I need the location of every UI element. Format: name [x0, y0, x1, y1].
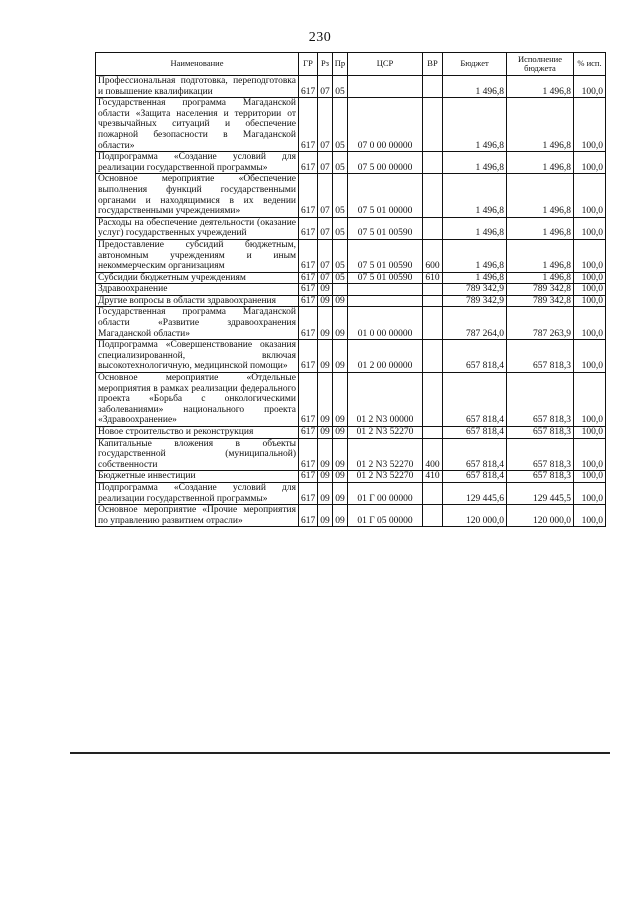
table-row [96, 505, 606, 527]
row-rz-cell: 07 [318, 152, 333, 174]
row-gr-cell: 617 [299, 505, 318, 527]
row-pr-cell: 09 [333, 482, 348, 504]
row-csr-cell: 01 2 N3 52270 [348, 471, 423, 483]
row-csr-cell: 07 5 01 00590 [348, 272, 423, 284]
row-pr-cell: 09 [333, 427, 348, 439]
header-budget: Бюджет [443, 53, 507, 76]
header-pr: Пр [333, 53, 348, 76]
row-vr-cell [423, 217, 443, 239]
row-budget-cell: 1 496,8 [443, 76, 507, 98]
row-name-cell: Капитальные вложения в объекты государственной (муниципальной) собственности [96, 438, 299, 471]
row-gr-cell: 617 [299, 152, 318, 174]
page-number: 230 [308, 30, 332, 45]
row-budget-cell: 657 818,4 [443, 373, 507, 427]
row-execution-cell: 1 496,8 [507, 239, 574, 272]
row-pr-cell: 09 [333, 340, 348, 373]
row-gr-cell: 617 [299, 76, 318, 98]
row-vr-cell [423, 505, 443, 527]
table-row [96, 272, 606, 284]
row-execution-cell: 789 342,8 [507, 284, 574, 296]
table-row [96, 340, 606, 373]
table-row [96, 438, 606, 471]
row-execution-cell: 657 818,3 [507, 471, 574, 483]
row-name-cell: Основное мероприятие «Прочие мероприятия по управлению развитием отрасли» [96, 505, 299, 527]
row-vr-cell [423, 284, 443, 296]
row-gr-cell: 617 [299, 438, 318, 471]
row-csr-cell: 07 5 01 00590 [348, 239, 423, 272]
row-percent-cell: 100,0 [574, 217, 606, 239]
row-name-cell: Бюджетные инвестиции [96, 471, 299, 483]
row-budget-cell: 789 342,9 [443, 295, 507, 307]
row-rz-cell: 09 [318, 427, 333, 439]
row-budget-cell: 657 818,4 [443, 471, 507, 483]
row-budget-cell: 1 496,8 [443, 217, 507, 239]
row-vr-cell [423, 98, 443, 152]
row-pr-cell: 05 [333, 272, 348, 284]
row-budget-cell: 1 496,8 [443, 152, 507, 174]
row-percent-cell: 100,0 [574, 174, 606, 217]
row-percent-cell: 100,0 [574, 284, 606, 296]
row-gr-cell: 617 [299, 284, 318, 296]
row-execution-cell: 789 342,8 [507, 295, 574, 307]
row-budget-cell: 1 496,8 [443, 272, 507, 284]
row-name-cell: Новое строительство и реконструкция [96, 427, 299, 439]
row-csr-cell: 01 2 00 00000 [348, 340, 423, 373]
row-execution-cell: 129 445,5 [507, 482, 574, 504]
table-body [96, 76, 606, 527]
row-budget-cell: 1 496,8 [443, 98, 507, 152]
row-name-cell: Государственная программа Магаданской области «Развитие здравоохранения Магаданской области» [96, 307, 299, 340]
row-gr-cell: 617 [299, 482, 318, 504]
row-percent-cell: 100,0 [574, 239, 606, 272]
row-execution-cell: 657 818,3 [507, 427, 574, 439]
row-vr-cell: 610 [423, 272, 443, 284]
row-csr-cell: 01 2 N3 52270 [348, 438, 423, 471]
row-execution-cell: 657 818,3 [507, 373, 574, 427]
table-row [96, 295, 606, 307]
row-name-cell: Профессиональная подготовка, переподготовка и повышение квалификации [96, 76, 299, 98]
row-pr-cell: 09 [333, 295, 348, 307]
row-gr-cell: 617 [299, 471, 318, 483]
row-name-cell: Другие вопросы в области здравоохранения [96, 295, 299, 307]
table-row [96, 482, 606, 504]
row-percent-cell: 100,0 [574, 505, 606, 527]
header-rz: Рз [318, 53, 333, 76]
row-vr-cell [423, 307, 443, 340]
row-percent-cell: 100,0 [574, 427, 606, 439]
row-percent-cell: 100,0 [574, 340, 606, 373]
row-name-cell: Подпрограмма «Создание условий для реализации государственной программы» [96, 152, 299, 174]
row-csr-cell: 07 0 00 00000 [348, 98, 423, 152]
row-budget-cell: 120 000,0 [443, 505, 507, 527]
row-pr-cell: 05 [333, 174, 348, 217]
table-row [96, 471, 606, 483]
table-row [96, 174, 606, 217]
row-execution-cell: 1 496,8 [507, 152, 574, 174]
row-budget-cell: 657 818,4 [443, 438, 507, 471]
row-rz-cell: 09 [318, 373, 333, 427]
row-percent-cell: 100,0 [574, 438, 606, 471]
row-percent-cell: 100,0 [574, 482, 606, 504]
row-gr-cell: 617 [299, 239, 318, 272]
row-name-cell: Подпрограмма «Совершенствование оказания специализированной, включая высокотехнологичную, медицинской помощи» [96, 340, 299, 373]
row-csr-cell: 01 Г 00 00000 [348, 482, 423, 504]
table-row [96, 284, 606, 296]
row-csr-cell: 01 0 00 00000 [348, 307, 423, 340]
row-rz-cell: 09 [318, 307, 333, 340]
row-csr-cell: 07 5 00 00000 [348, 152, 423, 174]
row-rz-cell: 09 [318, 295, 333, 307]
row-rz-cell: 07 [318, 239, 333, 272]
row-pr-cell: 09 [333, 471, 348, 483]
header-gr: ГР [299, 53, 318, 76]
row-name-cell: Подпрограмма «Создание условий для реализации государственной программы» [96, 482, 299, 504]
row-execution-cell: 1 496,8 [507, 174, 574, 217]
row-execution-cell: 1 496,8 [507, 272, 574, 284]
row-gr-cell: 617 [299, 174, 318, 217]
row-percent-cell: 100,0 [574, 471, 606, 483]
row-vr-cell: 410 [423, 471, 443, 483]
row-pr-cell: 09 [333, 307, 348, 340]
header-name: Наименование [96, 53, 299, 76]
footer-divider [70, 752, 610, 754]
row-csr-cell [348, 295, 423, 307]
table-row [96, 76, 606, 98]
row-budget-cell: 789 342,9 [443, 284, 507, 296]
row-csr-cell: 01 2 N3 00000 [348, 373, 423, 427]
row-vr-cell [423, 482, 443, 504]
row-vr-cell [423, 174, 443, 217]
table-row [96, 373, 606, 427]
row-vr-cell [423, 295, 443, 307]
row-execution-cell: 120 000,0 [507, 505, 574, 527]
row-percent-cell: 100,0 [574, 307, 606, 340]
row-execution-cell: 1 496,8 [507, 76, 574, 98]
header-vr: ВР [423, 53, 443, 76]
table-row [96, 152, 606, 174]
row-csr-cell [348, 76, 423, 98]
row-gr-cell: 617 [299, 295, 318, 307]
row-execution-cell: 657 818,3 [507, 438, 574, 471]
row-csr-cell [348, 284, 423, 296]
row-rz-cell: 07 [318, 217, 333, 239]
row-vr-cell: 600 [423, 239, 443, 272]
table-row [96, 427, 606, 439]
row-csr-cell: 07 5 01 00000 [348, 174, 423, 217]
row-pr-cell [333, 284, 348, 296]
row-vr-cell [423, 373, 443, 427]
row-name-cell: Основное мероприятие «Обеспечение выполнения функций государственными органами и находящимися в их ведении государственными учреждениями» [96, 174, 299, 217]
row-gr-cell: 617 [299, 340, 318, 373]
row-csr-cell: 01 Г 05 00000 [348, 505, 423, 527]
row-name-cell: Основное мероприятие «Отдельные мероприятия в рамках реализации федерального проекта «Борьба с онкологическими заболеваниями» национального проекта «Здравоохранение» [96, 373, 299, 427]
row-name-cell: Предоставление субсидий бюджетным, автономным учреждениям и иным некоммерческим организациям [96, 239, 299, 272]
row-percent-cell: 100,0 [574, 373, 606, 427]
row-pr-cell: 05 [333, 152, 348, 174]
row-percent-cell: 100,0 [574, 295, 606, 307]
row-execution-cell: 1 496,8 [507, 217, 574, 239]
row-pr-cell: 09 [333, 438, 348, 471]
row-pr-cell: 05 [333, 239, 348, 272]
row-rz-cell: 07 [318, 272, 333, 284]
row-pr-cell: 09 [333, 505, 348, 527]
row-gr-cell: 617 [299, 272, 318, 284]
table-header-row [96, 53, 606, 76]
row-name-cell: Субсидии бюджетным учреждениям [96, 272, 299, 284]
budget-execution-table [95, 52, 606, 527]
row-pr-cell: 09 [333, 373, 348, 427]
row-percent-cell: 100,0 [574, 98, 606, 152]
row-budget-cell: 1 496,8 [443, 174, 507, 217]
header-csr: ЦСР [348, 53, 423, 76]
row-rz-cell: 09 [318, 340, 333, 373]
table-row [96, 217, 606, 239]
row-name-cell: Здравоохранение [96, 284, 299, 296]
table-row [96, 307, 606, 340]
row-budget-cell: 657 818,4 [443, 340, 507, 373]
row-gr-cell: 617 [299, 217, 318, 239]
row-name-cell: Расходы на обеспечение деятельности (оказание услуг) государственных учреждений [96, 217, 299, 239]
row-budget-cell: 787 264,0 [443, 307, 507, 340]
row-gr-cell: 617 [299, 373, 318, 427]
row-gr-cell: 617 [299, 427, 318, 439]
row-budget-cell: 1 496,8 [443, 239, 507, 272]
row-execution-cell: 657 818,3 [507, 340, 574, 373]
row-rz-cell: 09 [318, 284, 333, 296]
row-pr-cell: 05 [333, 76, 348, 98]
table-row [96, 98, 606, 152]
row-budget-cell: 657 818,4 [443, 427, 507, 439]
row-rz-cell: 09 [318, 471, 333, 483]
table-row [96, 239, 606, 272]
row-rz-cell: 07 [318, 76, 333, 98]
row-pr-cell: 05 [333, 98, 348, 152]
row-percent-cell: 100,0 [574, 76, 606, 98]
row-rz-cell: 09 [318, 482, 333, 504]
row-gr-cell: 617 [299, 307, 318, 340]
row-vr-cell: 400 [423, 438, 443, 471]
row-rz-cell: 09 [318, 438, 333, 471]
row-rz-cell: 07 [318, 174, 333, 217]
row-vr-cell [423, 427, 443, 439]
row-execution-cell: 787 263,9 [507, 307, 574, 340]
row-vr-cell [423, 152, 443, 174]
row-percent-cell: 100,0 [574, 152, 606, 174]
row-csr-cell: 01 2 N3 52270 [348, 427, 423, 439]
header-execution: Исполнение бюджета [507, 53, 574, 76]
row-rz-cell: 07 [318, 98, 333, 152]
row-percent-cell: 100,0 [574, 272, 606, 284]
row-budget-cell: 129 445,6 [443, 482, 507, 504]
row-pr-cell: 05 [333, 217, 348, 239]
row-gr-cell: 617 [299, 98, 318, 152]
row-rz-cell: 09 [318, 505, 333, 527]
row-vr-cell [423, 76, 443, 98]
row-vr-cell [423, 340, 443, 373]
row-csr-cell: 07 5 01 00590 [348, 217, 423, 239]
row-execution-cell: 1 496,8 [507, 98, 574, 152]
header-percent: % исп. [574, 53, 606, 76]
row-name-cell: Государственная программа Магаданской области «Защита населения и территории от чрезвычайных ситуаций и обеспечение пожарной безопасности в Магаданской области» [96, 98, 299, 152]
